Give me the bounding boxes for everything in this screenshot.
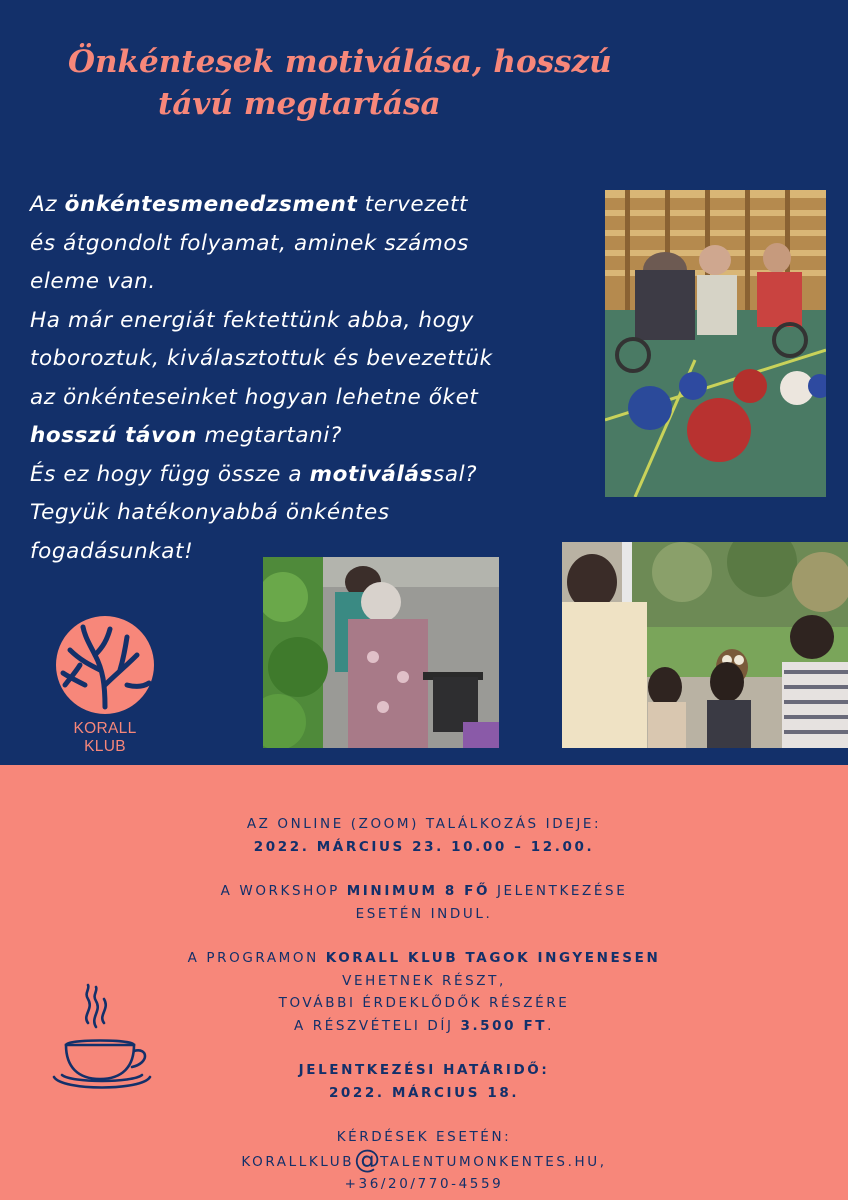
minimum-participants: A WORKSHOP MINIMUM 8 FŐ JELENTKEZÉSE xyxy=(220,883,628,899)
contact-email[interactable]: KORALLKLUB@TALENTUMONKENTES.HU, xyxy=(241,1144,607,1175)
time-value: 2022. MÁRCIUS 23. 10.00 – 12.00. xyxy=(253,838,595,855)
elderly-women-photo xyxy=(263,557,499,748)
logo-text: KORALL KLUB xyxy=(73,720,137,755)
contact-phone[interactable]: +36/20/770-4559 xyxy=(344,1176,504,1192)
intro-line: Az önkéntesmenedzsment tervezett xyxy=(30,192,468,217)
deadline-value: 2022. MÁRCIUS 18. xyxy=(328,1084,520,1101)
intro-text xyxy=(30,186,590,571)
intro-line: eleme van. xyxy=(30,269,156,294)
children-photo xyxy=(562,542,848,748)
boccia-photo xyxy=(605,190,826,497)
intro-line: és átgondolt folyamat, aminek számos xyxy=(30,230,469,256)
intro-line: hosszú távon megtartani? xyxy=(30,423,342,448)
intro-line: Tegyük hatékonyabbá önkéntes xyxy=(30,500,390,525)
title-line-1: Önkéntesek motiválása, hosszú xyxy=(68,44,612,80)
questions-label: KÉRDÉSEK ESETÉN: xyxy=(336,1129,512,1145)
intro-line: És ez hogy függ össze a motiválással? xyxy=(30,461,478,487)
intro-line: Ha már energiát fektettünk abba, hogy xyxy=(30,307,474,333)
intro-line: toboroztuk, kiválasztottuk és bevezettük xyxy=(30,346,493,371)
program-fee: A PROGRAMON KORALL KLUB TAGOK INGYENESEN xyxy=(187,950,661,966)
event-info: AZ ONLINE (ZOOM) TALÁLKOZÁS IDEJE: 2022. MÁRCIUS 23. 10.00 – 12.00. A WORKSHOP MINIMUM 8 FŐ JELENTKEZÉSE ESETÉN INDUL. A PROGRAMON KORALL KLUB TAGOK INGYENESEN VEHETNEK RÉSZT, TOVÁBBI ÉRDEKLŐDŐK RÉSZÉRE A RÉSZVÉTELI DÍJ 3.500 FT. JELENTKEZÉSI HATÁRIDŐ: 2022. MÁRCIUS 18. KÉRDÉSEK ESETÉN: KORALLKLUB@TALENTUMONKENTES.HU, +36/20/770-4559 xyxy=(0,813,848,1196)
coral-icon xyxy=(55,615,155,715)
intro-line: fogadásunkat! xyxy=(30,538,194,564)
deadline-label: JELENTKEZÉSI HATÁRIDŐ: xyxy=(298,1062,550,1078)
time-label: AZ ONLINE (ZOOM) TALÁLKOZÁS IDEJE: xyxy=(246,816,602,832)
intro-line: az önkénteseinket hogyan lehetne őket xyxy=(30,384,479,410)
title-line-2: távú megtartása xyxy=(158,86,441,122)
